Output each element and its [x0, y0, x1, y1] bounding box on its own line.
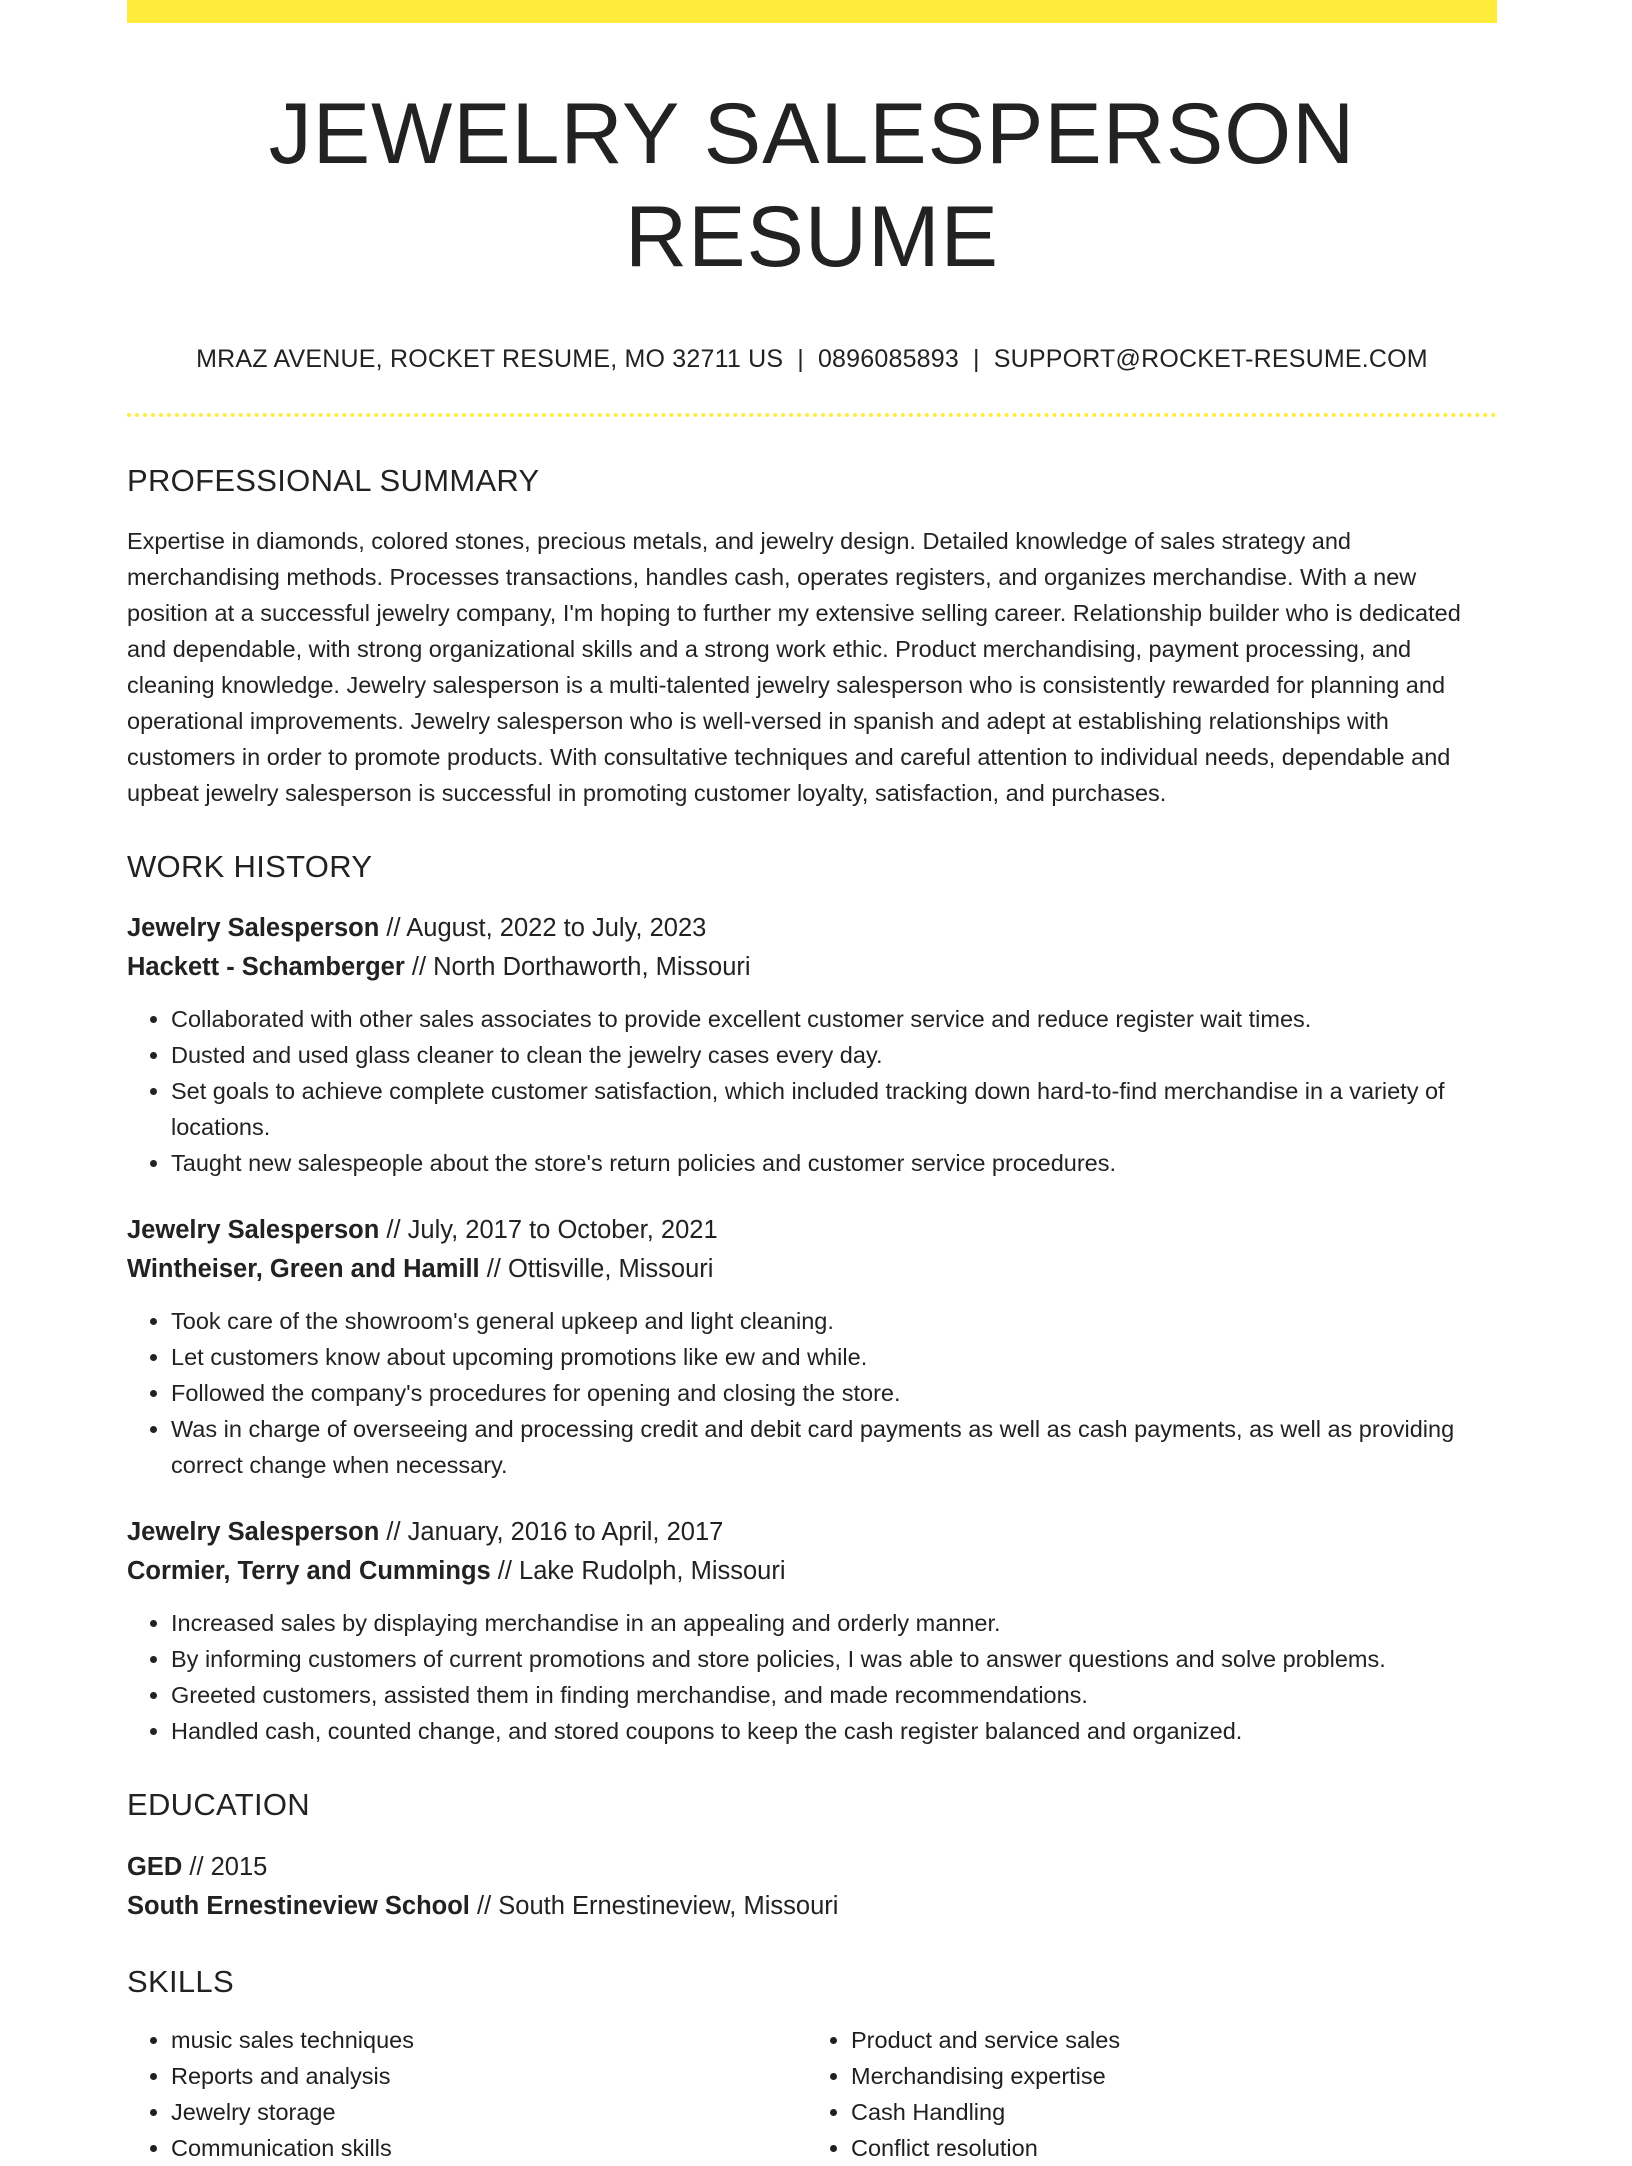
- job-bullet: • Handled cash, counted change, and stored coupons to keep the cash register balanced and organized.: [171, 1713, 1497, 1749]
- education-degree-line: [127, 1848, 1497, 1887]
- contact-email: SUPPORT@ROCKET-RESUME.COM: [993, 345, 1428, 374]
- job-bullet: • Was in charge of overseeing and processing credit and debit card payments as well as cash payments, as well as providing correct change when necessary.: [171, 1411, 1497, 1483]
- job-bullet: • Followed the company's procedures for opening and closing the store.: [171, 1375, 1497, 1411]
- dotted-divider: [127, 413, 1497, 417]
- education-degree: GED: [127, 1852, 183, 1881]
- job-title: Jewelry Salesperson: [127, 914, 380, 943]
- summary-text: Expertise in diamonds, colored stones, precious metals, and jewelry design. Detailed knowledge of sales strategy and merchandising methods. Processes transactions, handles cash, operates registers, and organizes merchandise. With a new position at a successful jewelry company, I'm hoping to further my extensive selling career. Relationship builder who is dedicated and dependable, with strong organizational skills and a strong work ethic. Product merchandising, payment processing, and cleaning knowledge. Jewelry salesperson is a multi-talented jewelry salesperson who is consistently rewarded for planning and operational improvements. Jewelry salesperson who is well-versed in spanish and adept at establishing relationships with customers in order to promote products. With consultative techniques and careful attention to individual needs, dependable and upbeat jewelry salesperson is successful in promoting customer loyalty, satisfaction, and purchases.: [127, 528, 1461, 807]
- job-company: Hackett - Schamberger: [127, 953, 405, 982]
- education-school: South Ernestineview School: [127, 1891, 470, 1920]
- job-location: // North Dorthaworth, Missouri: [411, 953, 751, 982]
- job-dates: // July, 2017 to October, 2021: [386, 1216, 718, 1245]
- work-history-heading: WORK HISTORY: [127, 849, 373, 885]
- top-accent-bar: [127, 0, 1497, 23]
- job-bullet: • Taught new salespeople about the store's return policies and customer service procedures.: [171, 1145, 1497, 1181]
- contact-line: [127, 343, 1497, 376]
- job-entry: [127, 909, 1497, 1181]
- job-location: // Lake Rudolph, Missouri: [497, 1557, 786, 1586]
- education-heading: EDUCATION: [127, 1787, 310, 1823]
- skill-item: • Merchandising expertise: [851, 2058, 1481, 2094]
- skill-item: • Jewelry storage: [171, 2094, 801, 2130]
- job-bullet: • Collaborated with other sales associates to provide excellent customer service and reduce register wait times.: [171, 1001, 1497, 1037]
- resume-page: [127, 0, 1497, 2162]
- job-dates: // August, 2022 to July, 2023: [386, 914, 707, 943]
- job-bullet: • Greeted customers, assisted them in finding merchandise, and made recommendations.: [171, 1677, 1497, 1713]
- skills-columns: [127, 2022, 1497, 2166]
- job-title-line: [127, 909, 1497, 948]
- skill-item: • music sales techniques: [171, 2022, 801, 2058]
- job-title: Jewelry Salesperson: [127, 1518, 380, 1547]
- job-title: Jewelry Salesperson: [127, 1216, 380, 1245]
- skills-left-column: [127, 2022, 801, 2166]
- job-entry: [127, 1211, 1497, 1483]
- summary-heading: PROFESSIONAL SUMMARY: [127, 462, 540, 498]
- resume-title: JEWELRY SALESPERSON RESUME: [268, 86, 1356, 286]
- job-company: Cormier, Terry and Cummings: [127, 1557, 491, 1586]
- job-bullet: • By informing customers of current promotions and store policies, I was able to answer questions and solve problems.: [171, 1641, 1497, 1677]
- job-dates: // January, 2016 to April, 2017: [386, 1518, 724, 1547]
- job-bullet: • Set goals to achieve complete customer satisfaction, which included tracking down hard-to-find merchandise in a variety of locations.: [171, 1073, 1497, 1145]
- job-company-line: [127, 1552, 1497, 1591]
- education-year: // 2015: [189, 1852, 268, 1881]
- skill-item: • Communication skills: [171, 2130, 801, 2166]
- job-bullet: • Let customers know about upcoming promotions like ew and while.: [171, 1339, 1497, 1375]
- job-bullet: • Increased sales by displaying merchandise in an appealing and orderly manner.: [171, 1605, 1497, 1641]
- job-title-line: [127, 1513, 1497, 1552]
- education-school-line: [127, 1887, 1497, 1926]
- job-company-line: [127, 1250, 1497, 1289]
- contact-separator: |: [973, 345, 980, 374]
- education-location: // South Ernestineview, Missouri: [477, 1891, 839, 1920]
- job-bullets: [127, 1303, 1497, 1483]
- education-entry: [127, 1848, 1497, 1926]
- job-bullets: [127, 1001, 1497, 1181]
- contact-separator: |: [797, 345, 804, 374]
- skill-item: • Reports and analysis: [171, 2058, 801, 2094]
- contact-address: MRAZ AVENUE, ROCKET RESUME, MO 32711 US: [196, 345, 784, 374]
- job-location: // Ottisville, Missouri: [486, 1255, 714, 1284]
- skills-heading: SKILLS: [127, 1963, 234, 1999]
- skill-item: • Product and service sales: [851, 2022, 1481, 2058]
- job-entry: [127, 1513, 1497, 1749]
- contact-phone: 0896085893: [817, 345, 959, 374]
- job-bullet: • Took care of the showroom's general upkeep and light cleaning.: [171, 1303, 1497, 1339]
- job-bullets: [127, 1605, 1497, 1749]
- skills-right-column: [801, 2022, 1481, 2166]
- job-company-line: [127, 948, 1497, 987]
- job-bullet: • Dusted and used glass cleaner to clean the jewelry cases every day.: [171, 1037, 1497, 1073]
- skill-item: • Conflict resolution: [851, 2130, 1481, 2166]
- skill-item: • Cash Handling: [851, 2094, 1481, 2130]
- job-company: Wintheiser, Green and Hamill: [127, 1255, 480, 1284]
- job-title-line: [127, 1211, 1497, 1250]
